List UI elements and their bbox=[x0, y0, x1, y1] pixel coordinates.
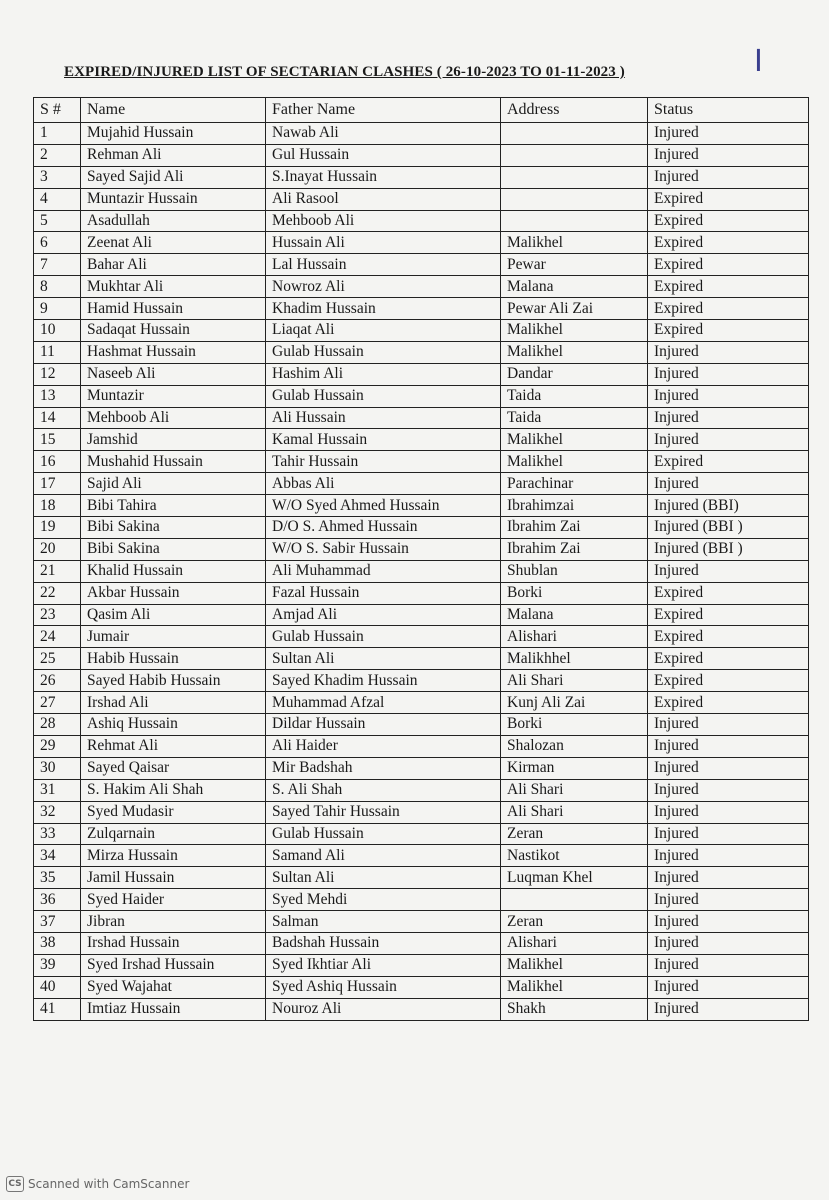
table-row bbox=[34, 188, 809, 210]
cell-address: Malikhel bbox=[501, 232, 648, 254]
cell-father-name: Salman bbox=[266, 911, 501, 933]
cell-serial: 3 bbox=[34, 166, 81, 188]
table-row bbox=[34, 363, 809, 385]
cell-father-name: S.Inayat Hussain bbox=[266, 166, 501, 188]
table-row bbox=[34, 801, 809, 823]
cell-address: Taida bbox=[501, 385, 648, 407]
cell-father-name: Nouroz Ali bbox=[266, 998, 501, 1020]
cell-status: Expired bbox=[648, 626, 809, 648]
cell-serial: 37 bbox=[34, 911, 81, 933]
cell-serial: 1 bbox=[34, 123, 81, 145]
cell-address: Shalozan bbox=[501, 735, 648, 757]
cell-father-name: Gulab Hussain bbox=[266, 823, 501, 845]
cell-father-name: W/O S. Sabir Hussain bbox=[266, 538, 501, 560]
cell-father-name: Dildar Hussain bbox=[266, 714, 501, 736]
cell-address: Malikhel bbox=[501, 341, 648, 363]
cell-serial: 8 bbox=[34, 276, 81, 298]
cell-address: Malana bbox=[501, 276, 648, 298]
table-row bbox=[34, 648, 809, 670]
cell-serial: 21 bbox=[34, 560, 81, 582]
cell-serial: 24 bbox=[34, 626, 81, 648]
table-row bbox=[34, 626, 809, 648]
table-row bbox=[34, 407, 809, 429]
cell-name: Sadaqat Hussain bbox=[81, 320, 266, 342]
cell-address: Ali Shari bbox=[501, 801, 648, 823]
cell-status: Injured (BBI ) bbox=[648, 517, 809, 539]
cell-name: Jamshid bbox=[81, 429, 266, 451]
cell-address bbox=[501, 144, 648, 166]
cell-serial: 20 bbox=[34, 538, 81, 560]
table-row bbox=[34, 276, 809, 298]
cell-status: Injured bbox=[648, 867, 809, 889]
table-row bbox=[34, 604, 809, 626]
cell-address: Shakh bbox=[501, 998, 648, 1020]
cell-name: Hashmat Hussain bbox=[81, 341, 266, 363]
table-row bbox=[34, 757, 809, 779]
cell-address: Ibrahim Zai bbox=[501, 517, 648, 539]
cell-name: Zulqarnain bbox=[81, 823, 266, 845]
cell-address bbox=[501, 889, 648, 911]
scanner-text: Scanned with CamScanner bbox=[28, 1177, 190, 1191]
cell-status: Expired bbox=[648, 210, 809, 232]
camscanner-logo-icon: CS bbox=[6, 1176, 24, 1192]
cell-name: Sayed Qaisar bbox=[81, 757, 266, 779]
cell-serial: 11 bbox=[34, 341, 81, 363]
cell-father-name: Fazal Hussain bbox=[266, 582, 501, 604]
table-row bbox=[34, 779, 809, 801]
table-row bbox=[34, 210, 809, 232]
cell-name: Bibi Sakina bbox=[81, 517, 266, 539]
cell-name: Irshad Ali bbox=[81, 692, 266, 714]
cell-serial: 6 bbox=[34, 232, 81, 254]
cell-status: Expired bbox=[648, 320, 809, 342]
table-row bbox=[34, 867, 809, 889]
cell-serial: 13 bbox=[34, 385, 81, 407]
cell-serial: 14 bbox=[34, 407, 81, 429]
header-name: Name bbox=[81, 98, 266, 123]
cell-status: Expired bbox=[648, 670, 809, 692]
cell-serial: 10 bbox=[34, 320, 81, 342]
cell-status: Injured bbox=[648, 845, 809, 867]
cell-address: Zeran bbox=[501, 911, 648, 933]
cell-address: Alishari bbox=[501, 932, 648, 954]
cell-status: Expired bbox=[648, 604, 809, 626]
cell-name: Mirza Hussain bbox=[81, 845, 266, 867]
cell-serial: 19 bbox=[34, 517, 81, 539]
cell-name: Irshad Hussain bbox=[81, 932, 266, 954]
table-row bbox=[34, 144, 809, 166]
cell-father-name: Muhammad Afzal bbox=[266, 692, 501, 714]
cell-name: Jumair bbox=[81, 626, 266, 648]
cell-serial: 34 bbox=[34, 845, 81, 867]
cell-name: Mushahid Hussain bbox=[81, 451, 266, 473]
cell-father-name: Nawab Ali bbox=[266, 123, 501, 145]
cell-serial: 35 bbox=[34, 867, 81, 889]
cell-address: Borki bbox=[501, 714, 648, 736]
cell-status: Injured bbox=[648, 407, 809, 429]
cell-status: Injured bbox=[648, 801, 809, 823]
cell-serial: 25 bbox=[34, 648, 81, 670]
cell-address: Ali Shari bbox=[501, 779, 648, 801]
cell-serial: 5 bbox=[34, 210, 81, 232]
cell-father-name: Sultan Ali bbox=[266, 867, 501, 889]
cell-name: Bahar Ali bbox=[81, 254, 266, 276]
cell-address: Malikhel bbox=[501, 954, 648, 976]
cell-serial: 29 bbox=[34, 735, 81, 757]
cell-father-name: Mehboob Ali bbox=[266, 210, 501, 232]
cell-father-name: Gulab Hussain bbox=[266, 341, 501, 363]
cell-status: Expired bbox=[648, 276, 809, 298]
cell-name: Akbar Hussain bbox=[81, 582, 266, 604]
cell-serial: 12 bbox=[34, 363, 81, 385]
cell-father-name: Syed Mehdi bbox=[266, 889, 501, 911]
cell-serial: 31 bbox=[34, 779, 81, 801]
document-title: EXPIRED/INJURED LIST OF SECTARIAN CLASHES ( 26-10-2023 TO 01-11-2023 ) bbox=[64, 64, 625, 80]
cell-name: Syed Haider bbox=[81, 889, 266, 911]
cell-address: Alishari bbox=[501, 626, 648, 648]
cell-address: Malana bbox=[501, 604, 648, 626]
cell-status: Injured bbox=[648, 735, 809, 757]
cell-status: Injured bbox=[648, 560, 809, 582]
cell-address bbox=[501, 188, 648, 210]
cell-name: Khalid Hussain bbox=[81, 560, 266, 582]
table-row bbox=[34, 670, 809, 692]
cell-address bbox=[501, 166, 648, 188]
cell-address bbox=[501, 123, 648, 145]
table-row bbox=[34, 823, 809, 845]
cell-serial: 9 bbox=[34, 298, 81, 320]
cell-serial: 41 bbox=[34, 998, 81, 1020]
cell-name: Mujahid Hussain bbox=[81, 123, 266, 145]
table-row bbox=[34, 932, 809, 954]
cell-father-name: Badshah Hussain bbox=[266, 932, 501, 954]
cell-status: Injured (BBI) bbox=[648, 495, 809, 517]
cell-serial: 23 bbox=[34, 604, 81, 626]
cell-address: Nastikot bbox=[501, 845, 648, 867]
cell-name: Mehboob Ali bbox=[81, 407, 266, 429]
cell-father-name: Ali Muhammad bbox=[266, 560, 501, 582]
cell-serial: 26 bbox=[34, 670, 81, 692]
cell-father-name: S. Ali Shah bbox=[266, 779, 501, 801]
table-row bbox=[34, 976, 809, 998]
cell-name: Muntazir bbox=[81, 385, 266, 407]
cell-name: Bibi Tahira bbox=[81, 495, 266, 517]
cell-serial: 38 bbox=[34, 932, 81, 954]
table-row bbox=[34, 385, 809, 407]
cell-serial: 4 bbox=[34, 188, 81, 210]
table-row bbox=[34, 232, 809, 254]
table-row bbox=[34, 429, 809, 451]
cell-name: Hamid Hussain bbox=[81, 298, 266, 320]
cell-status: Expired bbox=[648, 298, 809, 320]
cell-status: Expired bbox=[648, 451, 809, 473]
header-father-name: Father Name bbox=[266, 98, 501, 123]
header-status: Status bbox=[648, 98, 809, 123]
cell-serial: 15 bbox=[34, 429, 81, 451]
cell-address: Malikhel bbox=[501, 976, 648, 998]
cell-father-name: Ali Hussain bbox=[266, 407, 501, 429]
cell-address: Kunj Ali Zai bbox=[501, 692, 648, 714]
cell-status: Injured bbox=[648, 166, 809, 188]
cell-address: Luqman Khel bbox=[501, 867, 648, 889]
cell-name: Muntazir Hussain bbox=[81, 188, 266, 210]
cell-serial: 30 bbox=[34, 757, 81, 779]
cell-father-name: Gul Hussain bbox=[266, 144, 501, 166]
table-row bbox=[34, 495, 809, 517]
cell-address bbox=[501, 210, 648, 232]
table-row bbox=[34, 341, 809, 363]
cell-serial: 17 bbox=[34, 473, 81, 495]
table-row bbox=[34, 735, 809, 757]
cell-serial: 18 bbox=[34, 495, 81, 517]
cell-father-name: Ali Rasool bbox=[266, 188, 501, 210]
cell-address: Ibrahim Zai bbox=[501, 538, 648, 560]
cell-father-name: Liaqat Ali bbox=[266, 320, 501, 342]
cell-name: Syed Wajahat bbox=[81, 976, 266, 998]
cell-father-name: Samand Ali bbox=[266, 845, 501, 867]
table-row bbox=[34, 911, 809, 933]
cell-name: Mukhtar Ali bbox=[81, 276, 266, 298]
cell-serial: 32 bbox=[34, 801, 81, 823]
cell-address: Pewar Ali Zai bbox=[501, 298, 648, 320]
cell-status: Injured bbox=[648, 757, 809, 779]
cell-address: Malikhel bbox=[501, 451, 648, 473]
cell-address: Malikhhel bbox=[501, 648, 648, 670]
cell-father-name: W/O Syed Ahmed Hussain bbox=[266, 495, 501, 517]
cell-father-name: Ali Haider bbox=[266, 735, 501, 757]
cell-name: Zeenat Ali bbox=[81, 232, 266, 254]
cell-name: S. Hakim Ali Shah bbox=[81, 779, 266, 801]
cell-serial: 36 bbox=[34, 889, 81, 911]
cell-serial: 22 bbox=[34, 582, 81, 604]
cell-status: Injured bbox=[648, 932, 809, 954]
cell-father-name: Tahir Hussain bbox=[266, 451, 501, 473]
cell-father-name: Amjad Ali bbox=[266, 604, 501, 626]
cell-status: Injured bbox=[648, 473, 809, 495]
table-row bbox=[34, 298, 809, 320]
cell-status: Injured bbox=[648, 954, 809, 976]
table-row bbox=[34, 538, 809, 560]
cell-name: Naseeb Ali bbox=[81, 363, 266, 385]
cell-address: Kirman bbox=[501, 757, 648, 779]
cell-status: Injured bbox=[648, 385, 809, 407]
cell-name: Sayed Sajid Ali bbox=[81, 166, 266, 188]
cell-father-name: Gulab Hussain bbox=[266, 385, 501, 407]
cell-serial: 28 bbox=[34, 714, 81, 736]
cell-address: Ali Shari bbox=[501, 670, 648, 692]
table-row bbox=[34, 473, 809, 495]
page-mark: I bbox=[754, 44, 763, 79]
cell-status: Injured bbox=[648, 144, 809, 166]
table-row bbox=[34, 560, 809, 582]
cell-name: Jamil Hussain bbox=[81, 867, 266, 889]
cell-name: Imtiaz Hussain bbox=[81, 998, 266, 1020]
cell-father-name: Mir Badshah bbox=[266, 757, 501, 779]
table-row bbox=[34, 692, 809, 714]
cell-status: Injured (BBI ) bbox=[648, 538, 809, 560]
cell-name: Rehman Ali bbox=[81, 144, 266, 166]
cell-status: Expired bbox=[648, 648, 809, 670]
table-row bbox=[34, 998, 809, 1020]
cell-address: Pewar bbox=[501, 254, 648, 276]
table-row bbox=[34, 320, 809, 342]
cell-address: Malikhel bbox=[501, 429, 648, 451]
cell-name: Habib Hussain bbox=[81, 648, 266, 670]
cell-status: Injured bbox=[648, 976, 809, 998]
cell-father-name: D/O S. Ahmed Hussain bbox=[266, 517, 501, 539]
cell-status: Injured bbox=[648, 998, 809, 1020]
table-row bbox=[34, 714, 809, 736]
cell-status: Injured bbox=[648, 363, 809, 385]
cell-name: Rehmat Ali bbox=[81, 735, 266, 757]
cell-address: Zeran bbox=[501, 823, 648, 845]
cell-father-name: Abbas Ali bbox=[266, 473, 501, 495]
cell-serial: 16 bbox=[34, 451, 81, 473]
cell-status: Expired bbox=[648, 188, 809, 210]
table-row bbox=[34, 954, 809, 976]
cell-address: Ibrahimzai bbox=[501, 495, 648, 517]
table-row bbox=[34, 889, 809, 911]
cell-father-name: Gulab Hussain bbox=[266, 626, 501, 648]
cell-name: Bibi Sakina bbox=[81, 538, 266, 560]
cell-father-name: Sultan Ali bbox=[266, 648, 501, 670]
cell-father-name: Hussain Ali bbox=[266, 232, 501, 254]
cell-name: Asadullah bbox=[81, 210, 266, 232]
cell-father-name: Nowroz Ali bbox=[266, 276, 501, 298]
cell-address: Borki bbox=[501, 582, 648, 604]
table-row bbox=[34, 166, 809, 188]
table-row bbox=[34, 582, 809, 604]
cell-name: Ashiq Hussain bbox=[81, 714, 266, 736]
cell-serial: 27 bbox=[34, 692, 81, 714]
cell-address: Parachinar bbox=[501, 473, 648, 495]
cell-name: Syed Irshad Hussain bbox=[81, 954, 266, 976]
header-serial: S # bbox=[34, 98, 81, 123]
cell-name: Jibran bbox=[81, 911, 266, 933]
casualty-table bbox=[33, 97, 809, 1021]
cell-father-name: Sayed Tahir Hussain bbox=[266, 801, 501, 823]
cell-serial: 2 bbox=[34, 144, 81, 166]
cell-address: Shublan bbox=[501, 560, 648, 582]
table-header-row bbox=[34, 98, 809, 123]
cell-father-name: Syed Ashiq Hussain bbox=[266, 976, 501, 998]
cell-serial: 33 bbox=[34, 823, 81, 845]
cell-name: Qasim Ali bbox=[81, 604, 266, 626]
cell-status: Expired bbox=[648, 232, 809, 254]
cell-address: Dandar bbox=[501, 363, 648, 385]
cell-address: Malikhel bbox=[501, 320, 648, 342]
cell-status: Expired bbox=[648, 692, 809, 714]
cell-father-name: Kamal Hussain bbox=[266, 429, 501, 451]
header-address: Address bbox=[501, 98, 648, 123]
cell-father-name: Sayed Khadim Hussain bbox=[266, 670, 501, 692]
cell-status: Expired bbox=[648, 254, 809, 276]
cell-serial: 39 bbox=[34, 954, 81, 976]
cell-status: Injured bbox=[648, 123, 809, 145]
cell-status: Expired bbox=[648, 582, 809, 604]
table-row bbox=[34, 451, 809, 473]
table-row bbox=[34, 845, 809, 867]
cell-status: Injured bbox=[648, 429, 809, 451]
table-row bbox=[34, 254, 809, 276]
cell-status: Injured bbox=[648, 889, 809, 911]
cell-status: Injured bbox=[648, 779, 809, 801]
cell-status: Injured bbox=[648, 911, 809, 933]
table-row bbox=[34, 517, 809, 539]
cell-status: Injured bbox=[648, 823, 809, 845]
cell-father-name: Syed Ikhtiar Ali bbox=[266, 954, 501, 976]
cell-address: Taida bbox=[501, 407, 648, 429]
cell-serial: 7 bbox=[34, 254, 81, 276]
cell-name: Sajid Ali bbox=[81, 473, 266, 495]
cell-father-name: Hashim Ali bbox=[266, 363, 501, 385]
cell-name: Sayed Habib Hussain bbox=[81, 670, 266, 692]
cell-status: Injured bbox=[648, 714, 809, 736]
cell-father-name: Khadim Hussain bbox=[266, 298, 501, 320]
cell-status: Injured bbox=[648, 341, 809, 363]
cell-name: Syed Mudasir bbox=[81, 801, 266, 823]
table-body bbox=[34, 123, 809, 1021]
scanner-watermark bbox=[6, 1176, 189, 1192]
cell-father-name: Lal Hussain bbox=[266, 254, 501, 276]
table-row bbox=[34, 123, 809, 145]
cell-serial: 40 bbox=[34, 976, 81, 998]
